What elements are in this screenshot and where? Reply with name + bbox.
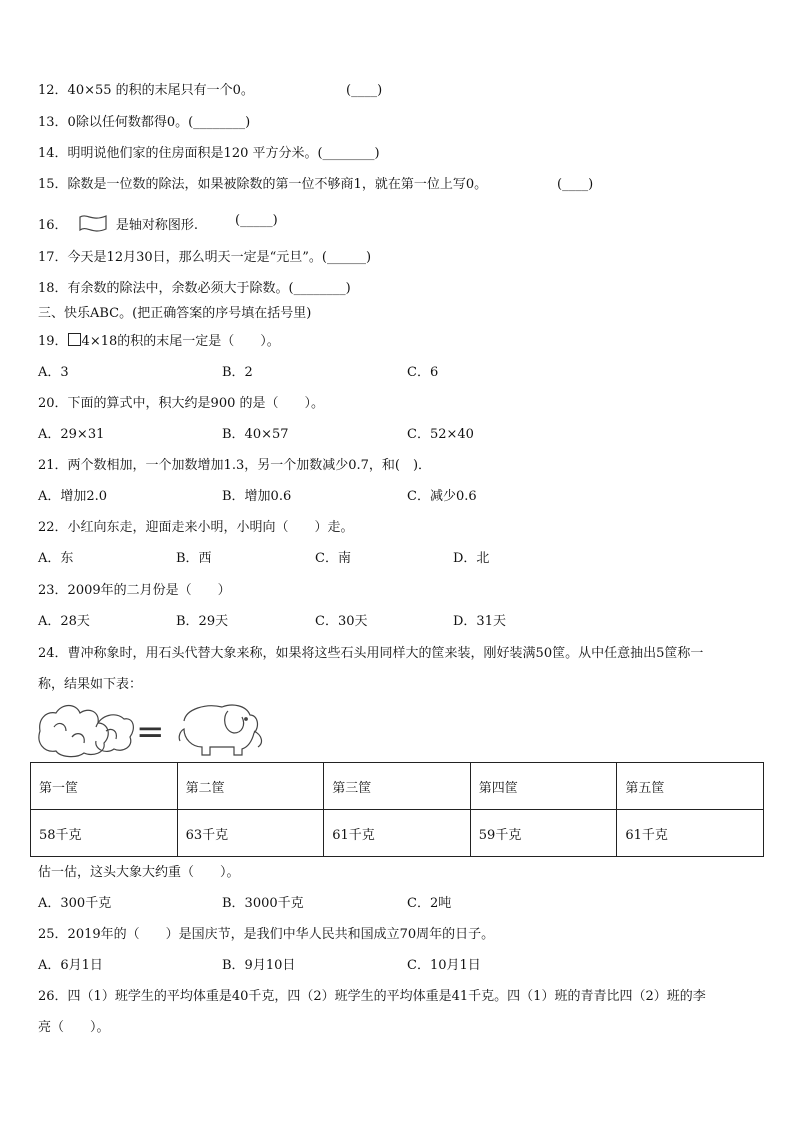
table-cell: 61千克 (324, 810, 471, 857)
question-19-text: 4×18的积的末尾一定是（ ）。 (81, 334, 280, 349)
q20-option-a[interactable]: A．29×31 (38, 427, 105, 442)
question-16 (38, 213, 198, 238)
question-21: 21．两个数相加，一个加数增加1.3，另一个加数减少0.7，和( )． (38, 458, 432, 473)
q25-option-a[interactable]: A．6月1日 (38, 958, 103, 973)
table-header-cell: 第五筐 (617, 763, 764, 810)
q22-option-c[interactable]: C．南 (315, 551, 351, 566)
q21-option-c[interactable]: C．减少0.6 (407, 489, 477, 504)
q21-option-b[interactable]: B．增加0.6 (222, 489, 292, 504)
q23-option-c[interactable]: C．30天 (315, 614, 368, 629)
q25-option-b[interactable]: B．9月10日 (222, 958, 296, 973)
question-12-text: 12．40×55 的积的末尾只有一个0。 (38, 83, 254, 98)
table-row (31, 810, 764, 857)
table-cell: 63千克 (177, 810, 324, 857)
question-12 (38, 83, 254, 99)
q22-option-b[interactable]: B．西 (176, 551, 212, 566)
blank-digit-box[interactable] (68, 333, 81, 346)
question-23: 23．2009年的二月份是（ ） (38, 583, 231, 598)
question-26-line-1: 26．四（1）班学生的平均体重是40千克，四（2）班学生的平均体重是41千克。四（1）班的青青比四（2）班的李 (38, 989, 706, 1004)
q23-option-a[interactable]: A．28天 (38, 614, 90, 629)
q24-option-c[interactable]: C．2吨 (407, 896, 452, 911)
question-16-number: 16． (38, 218, 68, 233)
question-15: 15．除数是一位数的除法，如果被除数的第一位不够商1，就在第一位上写0。 (38, 177, 488, 192)
question-18: 18．有余数的除法中，余数必须大于除数。(________) (38, 281, 351, 296)
question-16-text: 是轴对称图形. (115, 218, 198, 233)
table-cell: 59千克 (470, 810, 617, 857)
equals-sign: = (136, 712, 165, 752)
question-26-line-2: 亮（ ）。 (38, 1020, 110, 1035)
question-19: 19． 4×18的积的末尾一定是（ ）。 (38, 334, 280, 349)
question-13: 13．0除以任何数都得0。(________) (38, 115, 251, 130)
table-header-cell: 第四筐 (470, 763, 617, 810)
q23-option-b[interactable]: B．29天 (176, 614, 229, 629)
table-header-cell: 第一筐 (31, 763, 178, 810)
elephant-icon (179, 705, 261, 755)
stone-weights-table (30, 762, 764, 857)
q22-option-d[interactable]: D．北 (453, 551, 490, 566)
table-header-cell: 第二筐 (177, 763, 324, 810)
q23-option-d[interactable]: D．31天 (453, 614, 506, 629)
q20-option-b[interactable]: B．40×57 (222, 427, 289, 442)
stones-equals-elephant-illustration (36, 697, 266, 763)
question-24-line-2: 称，结果如下表： (38, 677, 143, 692)
table-header-row (31, 763, 764, 810)
question-17: 17．今天是12月30日，那么明天一定是“元旦”。(______) (38, 250, 372, 265)
section-3-heading: 三、快乐ABC。(把正确答案的序号填在括号里) (38, 306, 312, 321)
q19-option-a[interactable]: A．3 (38, 365, 69, 380)
question-16-answer-blank[interactable]: (_____) (235, 213, 278, 228)
table-header-cell: 第三筐 (324, 763, 471, 810)
question-24-line-1: 24．曹冲称象时，用石头代替大象来称，如果将这些石头用同样大的筐来装，刚好装满50筐。从中任意抽出5筐称一 (38, 646, 704, 661)
table-cell: 58千克 (31, 810, 178, 857)
question-24-prompt: 估一估，这头大象大约重（ ）。 (38, 865, 240, 880)
stones-icon (39, 706, 133, 757)
question-20: 20．下面的算式中，积大约是900 的是（ ）。 (38, 396, 324, 411)
q22-option-a[interactable]: A．东 (38, 551, 74, 566)
q24-option-b[interactable]: B．3000千克 (222, 896, 304, 911)
question-12-answer-blank[interactable]: (____) (346, 83, 383, 98)
q25-option-c[interactable]: C．10月1日 (407, 958, 481, 973)
q19-option-c[interactable]: C．6 (407, 365, 439, 380)
wavy-flag-icon (78, 213, 108, 238)
question-14: 14．明明说他们家的住房面积是120 平方分米。(________) (38, 146, 380, 161)
question-15-answer-blank[interactable]: (____) (557, 177, 594, 192)
table-cell: 61千克 (617, 810, 764, 857)
q21-option-a[interactable]: A．增加2.0 (38, 489, 108, 504)
q19-option-b[interactable]: B．2 (222, 365, 253, 380)
question-22: 22．小红向东走，迎面走来小明，小明向（ ）走。 (38, 520, 354, 535)
q20-option-c[interactable]: C．52×40 (407, 427, 474, 442)
question-25: 25．2019年的（ ）是国庆节，是我们中华人民共和国成立70周年的日子。 (38, 927, 495, 942)
q24-option-a[interactable]: A．300千克 (38, 896, 112, 911)
